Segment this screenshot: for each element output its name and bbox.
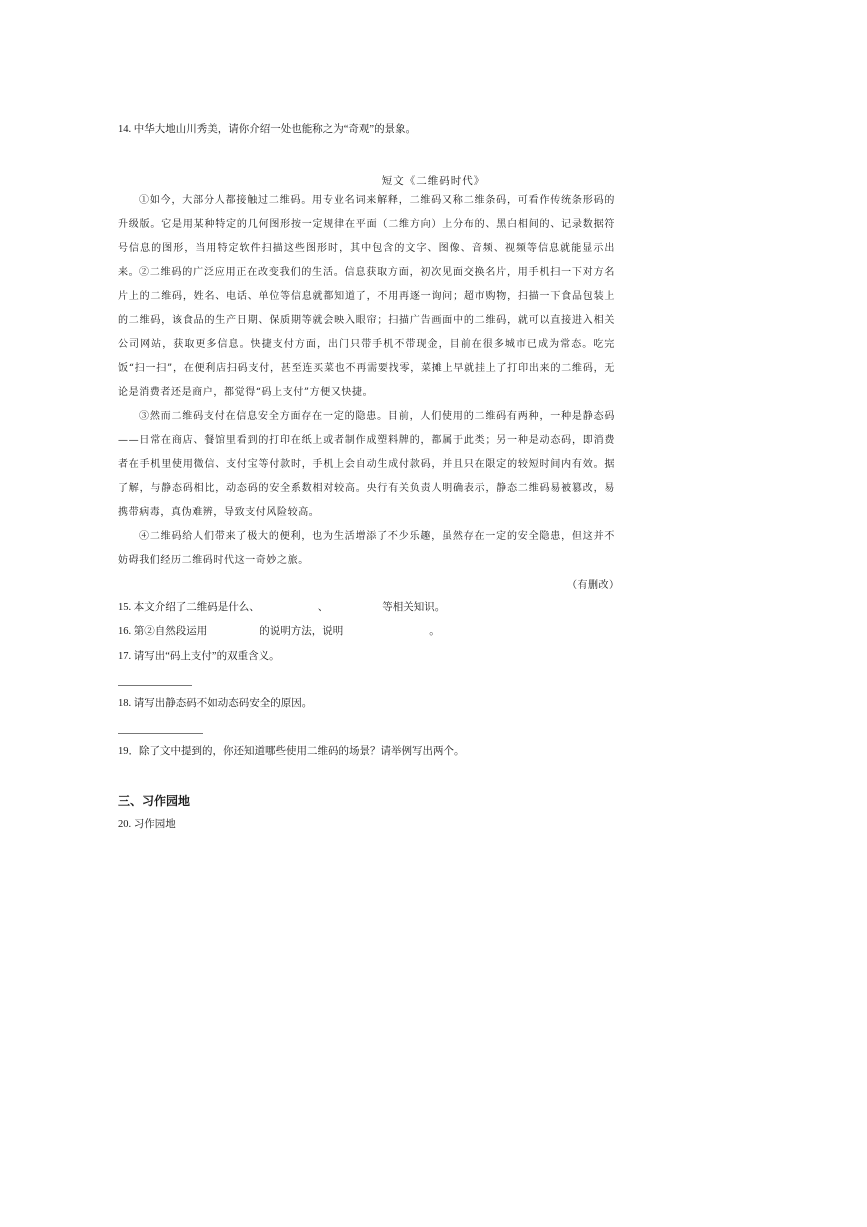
question-16-text-1: 16. 第②自然段运用 [118,626,208,637]
question-15-text-3: 等相关知识。 [382,602,446,613]
question-20: 20. 习作园地 [118,819,176,830]
answer-line-18[interactable] [118,733,203,734]
question-14: 14. 中华大地山川秀美，请你介绍一处也能称之为“奇观”的景象。 [118,124,417,135]
article-paragraph-4: ④二维码给人们带来了极大的便利，也为生活增添了不少乐趣，虽然存在一定的安全隐患，但这并不妨碍我们经历二维码时代这一奇妙之旅。 [118,531,615,567]
article-source-note: （有删改） [567,580,620,591]
question-15-text-2: 、 [317,602,329,613]
question-16-text-3: 。 [429,626,440,637]
article-paragraph-1: ①如今，大部分人都接触过二维码。用专业名词来解释，二维码又称二维条码，可看作传统条形码的升级版。它是用某种特定的几何图形按一定规律在平面（二维方向）上分布的、黑白相间的、记录数据符号信息的图形，当用特定软件扫描这些图形时，其中包含的文字、图像、音频、视频等信息就能显示出来。 [118,195,615,279]
section-heading-3: 三、习作园地 [118,794,191,808]
question-16 [118,625,440,639]
question-18: 18. 请写出静态码不如动态码安全的原因。 [118,698,313,709]
question-15 [118,601,445,615]
question-16-text-2: 的说明方法，说明 [259,626,344,637]
article-paragraph-2: ②二维码的广泛应用正在改变我们的生活。信息获取方面，初次见面交换名片，用手机扫一下对方名片上的二维码，姓名、电话、单位等信息就都知道了，不用再逐一询问；超市购物，扫描一下食品包装上的二维码，该食品的生产日期、保质期等就会映入眼帘；扫描广告画面中的二维码，就可以直接进入相关公司网站，获取更多信息。快捷支付方面，出门只带手机不带现金，目前在很多城市已成为常态。吃完饭“扫一扫”，在便利店扫码支付，甚至连买菜也不再需要找零，菜摊上早就挂上了打印出来的二维码，无论是消费者还是商户，都觉得“码上支付”方便又快捷。 [118,267,615,399]
answer-line-17[interactable] [118,685,192,686]
article-paragraph-3: ③然而二维码支付在信息安全方面存在一定的隐患。目前，人们使用的二维码有两种，一种是静态码——日常在商店、餐馆里看到的打印在纸上或者制作成塑料牌的，都属于此类；另一种是动态码，即消费者在手机里使用微信、支付宝等付款时，手机上会自动生成付款码，并且只在限定的较短时间内有效。据了解，与静态码相比，动态码的安全系数相对较高。央行有关负责人明确表示，静态二维码易被篡改，易携带病毒，真伪难辨，导致支付风险较高。 [118,411,615,519]
question-15-text-1: 15. 本文介绍了二维码是什么、 [118,602,260,613]
question-17: 17. 请写出“码上支付”的双重含义。 [118,651,280,662]
question-19: 19．除了文中提到的，你还知道哪些使用二维码的场景？请举例写出两个。 [118,746,465,757]
article-title: 短文《二维码时代》 [381,175,486,187]
